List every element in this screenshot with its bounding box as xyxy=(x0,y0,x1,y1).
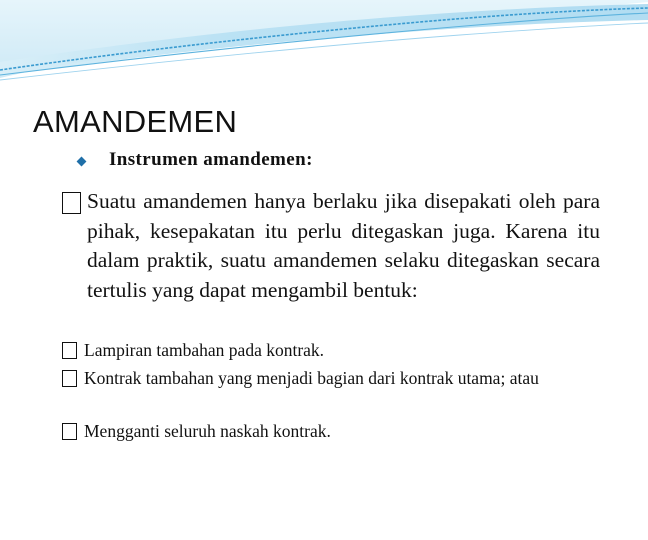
list-item-text: Kontrak tambahan yang menjadi bagian dari kontrak utama; atau xyxy=(84,368,539,388)
missing-glyph-box-icon xyxy=(62,192,81,214)
sub-bullet-text: Instrumen amandemen: xyxy=(109,149,313,170)
list-item-text: Lampiran tambahan pada kontrak. xyxy=(84,340,325,360)
main-paragraph-block xyxy=(62,187,605,305)
list-item xyxy=(62,339,605,361)
missing-glyph-box-icon xyxy=(62,423,77,440)
main-paragraph: Suatu amandemen hanya berlaku jika disepakati oleh para pihak, kesepakatan itu perlu ditegaskan juga. Karena itu dalam praktik, suatu amandemen selaku ditegaskan secara tertulis yang dapat mengambil bentuk: xyxy=(87,189,600,302)
list-item xyxy=(62,420,605,442)
header-decoration xyxy=(0,0,648,92)
list-item-text: Mengganti seluruh naskah kontrak. xyxy=(84,421,331,441)
missing-glyph-box-icon xyxy=(62,342,77,359)
sub-bullet xyxy=(78,149,313,171)
diamond-bullet-icon xyxy=(77,157,87,167)
slide-title: AMANDEMEN xyxy=(33,104,238,139)
list-item xyxy=(62,367,605,389)
missing-glyph-box-icon xyxy=(62,370,77,387)
